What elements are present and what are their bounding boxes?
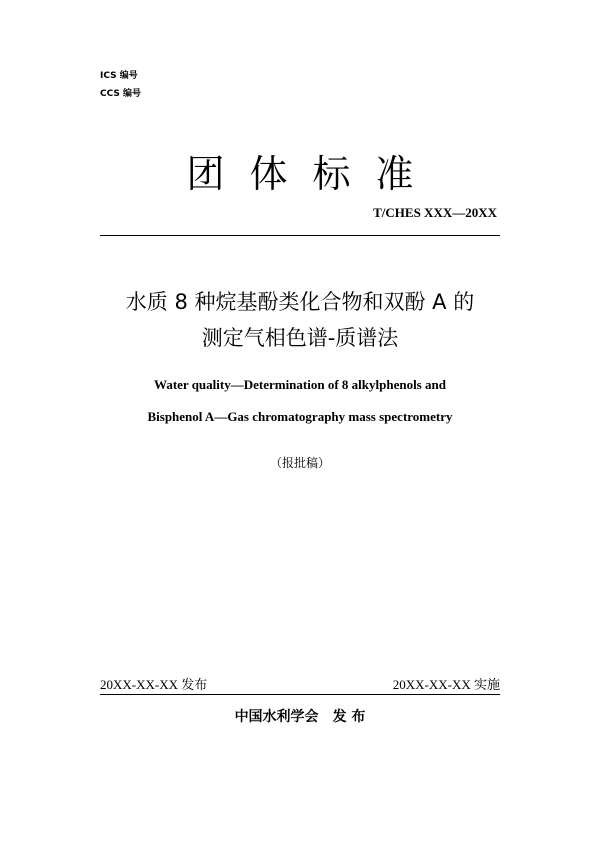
ics-code-label: ICS 编号 (100, 71, 138, 81)
publisher-action: 发 布 (332, 709, 366, 725)
chinese-title-line-2: 测定气相色谱-质谱法 (201, 326, 399, 350)
english-title-line-1: Water quality—Determination of 8 alkylphenols and (154, 377, 446, 392)
standard-category-title: 团体标准 (186, 152, 439, 196)
issue-date: 20XX-XX-XX 发布 (100, 677, 208, 692)
draft-status: （报批稿） (269, 456, 330, 470)
ccs-code-label: CCS 编号 (100, 89, 141, 99)
publisher-name: 中国水利学会 (234, 709, 319, 725)
implementation-date: 20XX-XX-XX 实施 (392, 677, 500, 692)
standard-number: T/CHES XXX—20XX (373, 205, 497, 220)
bottom-divider (100, 694, 500, 695)
top-divider (100, 235, 500, 236)
english-title-line-2: Bisphenol A—Gas chromatography mass spectrometry (147, 409, 453, 424)
publisher-line (0, 707, 600, 727)
chinese-title-line-1: 水质 8 种烷基酚类化合物和双酚 A 的 (125, 290, 475, 314)
